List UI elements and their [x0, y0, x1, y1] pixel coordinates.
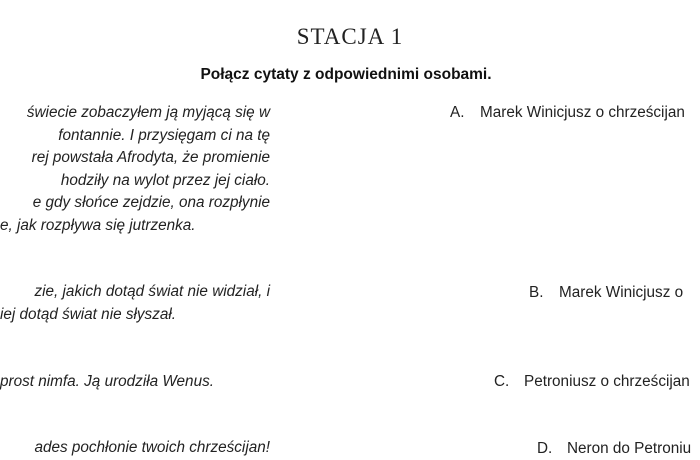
quote-3: [0, 371, 270, 394]
option-letter: B.: [529, 284, 544, 301]
quote-line: rej powstała Afrodyta, że promienie: [31, 149, 270, 167]
option-d: [537, 440, 691, 458]
quote-line: hodziły na wylot przez jej ciało.: [60, 171, 270, 189]
option-text: Marek Winicjusz o: [559, 284, 684, 301]
option-b: [529, 284, 683, 302]
option-letter: C.: [494, 373, 510, 390]
quote-line: świecie zobaczyłem ją myjącą się w: [26, 104, 270, 121]
option-text: Marek Winicjusz o chrześcijan: [480, 104, 685, 121]
quote-line: iej dotąd świat nie słyszał.: [0, 305, 176, 323]
option-c: [494, 373, 690, 391]
quote-line: prost nimfa. Ją urodziła Wenus.: [0, 373, 214, 390]
option-letter: A.: [450, 104, 465, 121]
quote-1: [0, 102, 270, 238]
station-title: STACJA 1: [296, 24, 404, 49]
quote-line: e gdy słońce zejdzie, ona rozpłynie: [32, 194, 270, 212]
option-letter: D.: [537, 440, 553, 457]
instruction-text: Połącz cytaty z odpowiednimi osobami.: [200, 66, 492, 83]
quote-line: ades pochłonie twoich chrześcijan!: [34, 439, 270, 456]
quote-2: [0, 281, 270, 326]
option-text: Neron do Petroniu: [567, 440, 692, 457]
quote-4: [0, 437, 270, 460]
quote-line: zie, jakich dotąd świat nie widział, i: [34, 283, 270, 300]
option-a: [450, 104, 685, 122]
quote-line: e, jak rozpływa się jutrzenka.: [0, 216, 196, 234]
option-text: Petroniusz o chrześcijan: [524, 373, 690, 390]
quote-line: fontannie. I przysięgam ci na tę: [58, 126, 270, 144]
